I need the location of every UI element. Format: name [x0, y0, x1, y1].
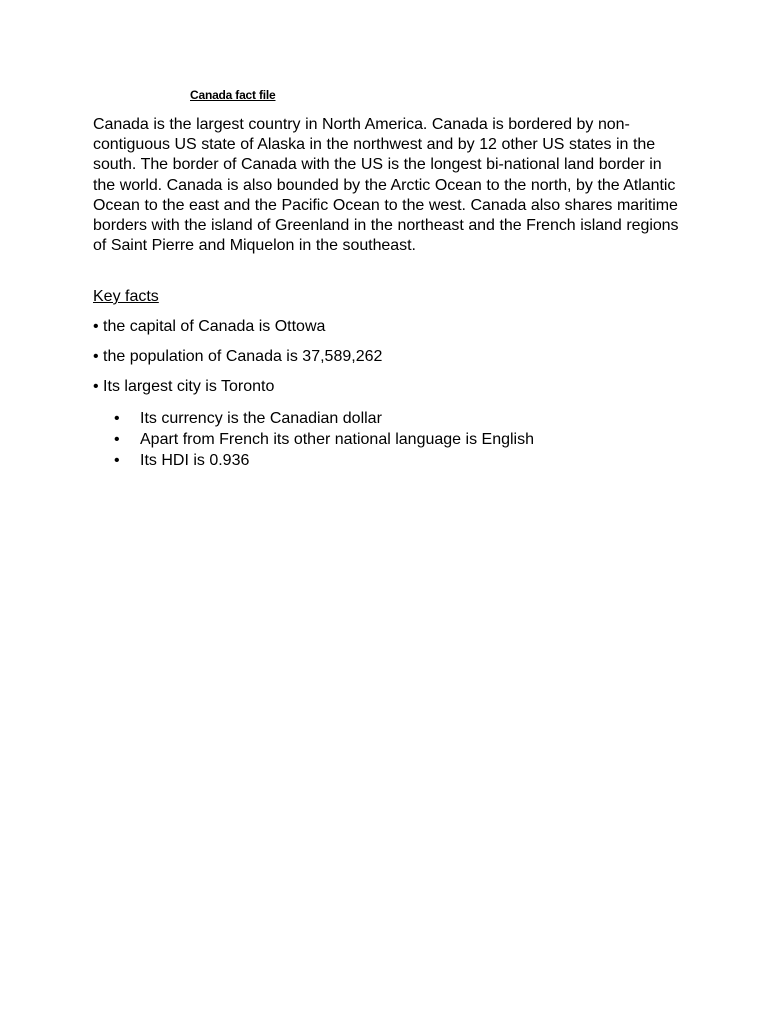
bullet-icon: • — [114, 452, 120, 469]
sub-facts-list — [114, 408, 534, 471]
fact-largest-city: • Its largest city is Toronto — [93, 378, 275, 395]
fact-population: • the population of Canada is 37,589,262 — [93, 348, 383, 365]
list-item — [114, 408, 534, 429]
key-facts-heading: Key facts — [93, 288, 159, 305]
sub-fact-language: Apart from French its other national language is English — [140, 431, 534, 448]
sub-fact-hdi: Its HDI is 0.936 — [140, 452, 250, 469]
list-item — [114, 429, 534, 450]
list-item — [114, 450, 534, 471]
intro-paragraph: Canada is the largest country in North America. Canada is bordered by non-contiguous US state of Alaska in the northwest and by 12 other US states in the south. The border of Canada with the US is the longest bi-national land border in the world. Canada is also bounded by the Arctic Ocean to the north, by the Atlantic Ocean to the east and the Pacific Ocean to the west. Canada also shares maritime borders with the island of Greenland in the northeast and the French island regions of Saint Pierre and Miquelon in the southeast. — [93, 116, 679, 255]
document-title: Canada fact file — [190, 88, 276, 102]
bullet-icon: • — [114, 431, 120, 448]
sub-fact-currency: Its currency is the Canadian dollar — [140, 410, 382, 427]
bullet-icon: • — [114, 410, 120, 427]
fact-capital: • the capital of Canada is Ottowa — [93, 318, 326, 335]
